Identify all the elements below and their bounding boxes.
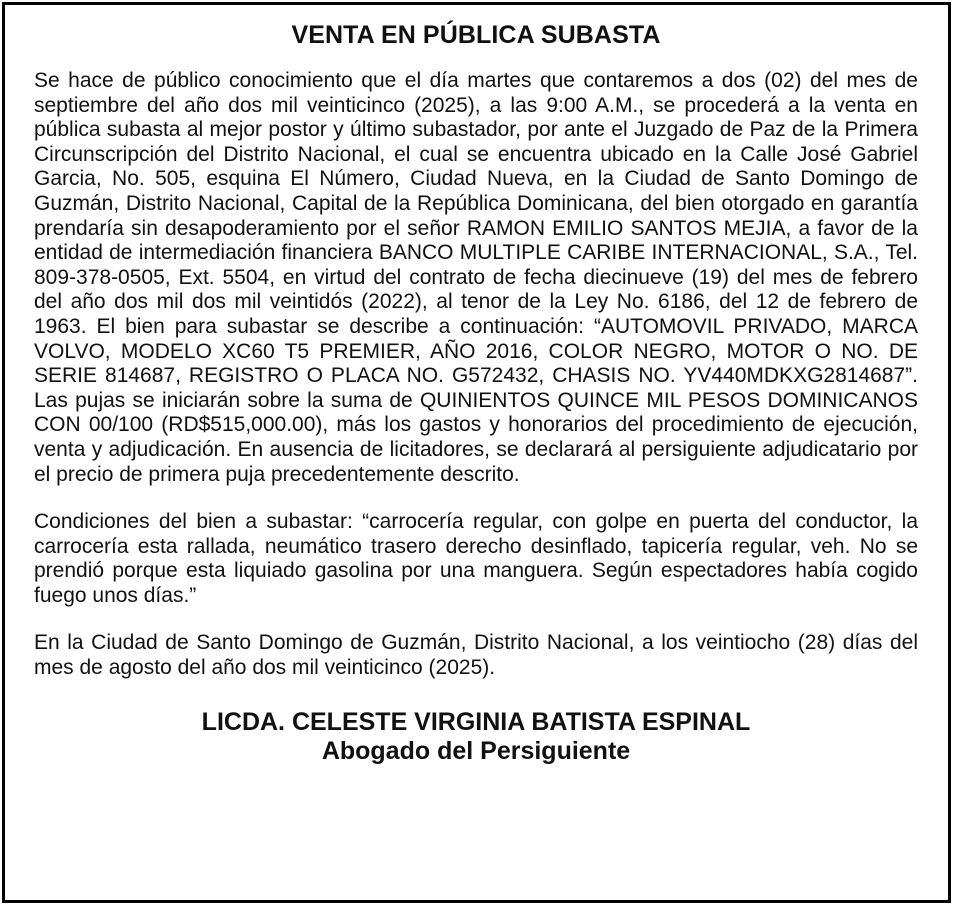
place-date-paragraph: En la Ciudad de Santo Domingo de Guzmán, Distrito Nacional, a los veintiocho (28) días del mes de agosto del año dos mil veinticinco (2025).: [34, 631, 918, 680]
legal-notice: [2, 2, 951, 903]
signer-name: LICDA. CELESTE VIRGINIA BATISTA ESPINAL: [201, 707, 751, 736]
signer-role: Abogado del Persiguiente: [321, 736, 631, 765]
notice-title: VENTA EN PÚBLICA SUBASTA: [291, 21, 661, 49]
signature-block: [34, 708, 918, 766]
vehicle-conditions-paragraph: Condiciones del bien a subastar: “carrocería regular, con golpe en puerta del conductor, la carrocería esta rallada, neumático trasero derecho desinflado, tapicería regular, veh. No se prendió porque esta liquiado gasolina por una manguera. Según espectadores había cogido fuego unos días.”: [34, 510, 918, 607]
auction-details-paragraph: Se hace de público conocimiento que el día martes que contaremos a dos (02) del mes de septiembre del año dos mil veinticinco (2025), a las 9:00 A.M., se procederá a la venta en pública subasta al mejor postor y último subastador, por ante el Juzgado de Paz de la Primera Circunscripción del Distrito Nacional, el cual se encuentra ubicado en la Calle José Gabriel Garcia, No. 505, esquina El Número, Ciudad Nueva, en la Ciudad de Santo Domingo de Guzmán, Distrito Nacional, Capital de la República Dominicana, del bien otorgado en garantía prendaría sin desapoderamiento por el señor RAMON EMILIO SANTOS MEJIA, a favor de la entidad de intermediación financiera BANCO MULTIPLE CARIBE INTERNACIONAL, S.A., Tel. 809-378-0505, Ext. 5504, en virtud del contrato de fecha diecinueve (19) del mes de febrero del año dos mil dos mil veintidós (2022), al tenor de la Ley No. 6186, del 12 de febrero de 1963. El bien para subastar se describe a continuación: “AUTOMOVIL PRIVADO, MARCA VOLVO, MODELO XC60 T5 PREMIER, AÑO 2016, COLOR NEGRO, MOTOR O NO. DE SERIE 814687, REGISTRO O PLACA NO. G572432, CHASIS NO. YV440MDKXG2814687”. Las pujas se iniciarán sobre la suma de QUINIENTOS QUINCE MIL PESOS DOMINICANOS CON 00/100 (RD$515,000.00), más los gastos y honorarios del procedimiento de ejecución, venta y adjudicación. En ausencia de licitadores, se declarará al persiguiente adjudicatario por el precio de primera puja precedentemente descrito.: [34, 69, 918, 486]
